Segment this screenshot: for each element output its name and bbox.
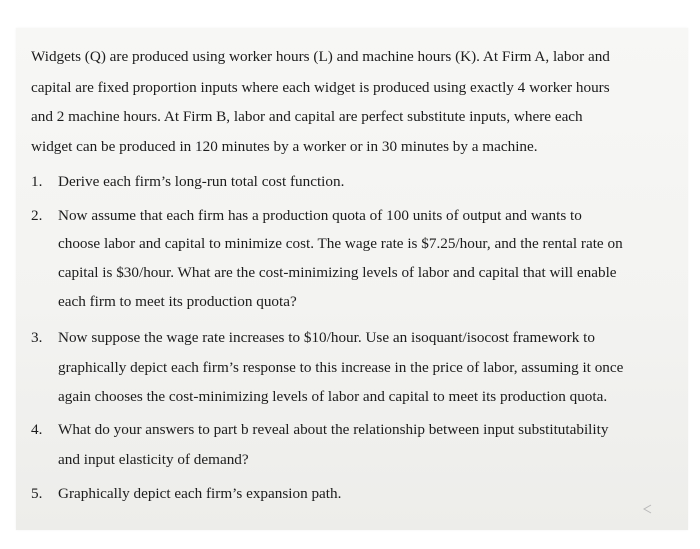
question-line: each firm to meet its production quota? xyxy=(58,293,297,310)
problem-text xyxy=(16,28,688,530)
pencil-mark-icon xyxy=(641,504,653,514)
question-line: choose labor and capital to minimize cost. The wage rate is $7.25/hour, and the rental rate on xyxy=(58,235,623,252)
question-number: 4. xyxy=(31,421,43,438)
intro-line: Widgets (Q) are produced using worker hours (L) and machine hours (K). At Firm A, labor and xyxy=(31,48,610,65)
document-photo xyxy=(16,28,688,530)
intro-line: capital are fixed proportion inputs where each widget is produced using exactly 4 worker hours xyxy=(31,79,610,96)
question-number: 1. xyxy=(31,173,43,190)
question-line: graphically depict each firm’s response to this increase in the price of labor, assuming it once xyxy=(58,359,624,376)
question-line: capital is $30/hour. What are the cost-minimizing levels of labor and capital that will enable xyxy=(58,264,617,281)
question-line: What do your answers to part b reveal about the relationship between input substitutability xyxy=(58,421,609,438)
intro-line: widget can be produced in 120 minutes by a worker or in 30 minutes by a machine. xyxy=(31,138,538,155)
question-line: Now suppose the wage rate increases to $10/hour. Use an isoquant/isocost framework to xyxy=(58,329,595,346)
question-line: Now assume that each firm has a production quota of 100 units of output and wants to xyxy=(58,207,582,224)
question-line: and input elasticity of demand? xyxy=(58,451,249,468)
question-line: Graphically depict each firm’s expansion path. xyxy=(58,485,342,502)
question-number: 2. xyxy=(31,207,43,224)
question-number: 3. xyxy=(31,329,43,346)
intro-line: and 2 machine hours. At Firm B, labor and capital are perfect substitute inputs, where each xyxy=(31,108,583,125)
question-line: again chooses the cost-minimizing levels of labor and capital to meet its production quota. xyxy=(58,388,608,405)
question-line: Derive each firm’s long-run total cost function. xyxy=(58,173,345,190)
question-number: 5. xyxy=(31,485,43,502)
